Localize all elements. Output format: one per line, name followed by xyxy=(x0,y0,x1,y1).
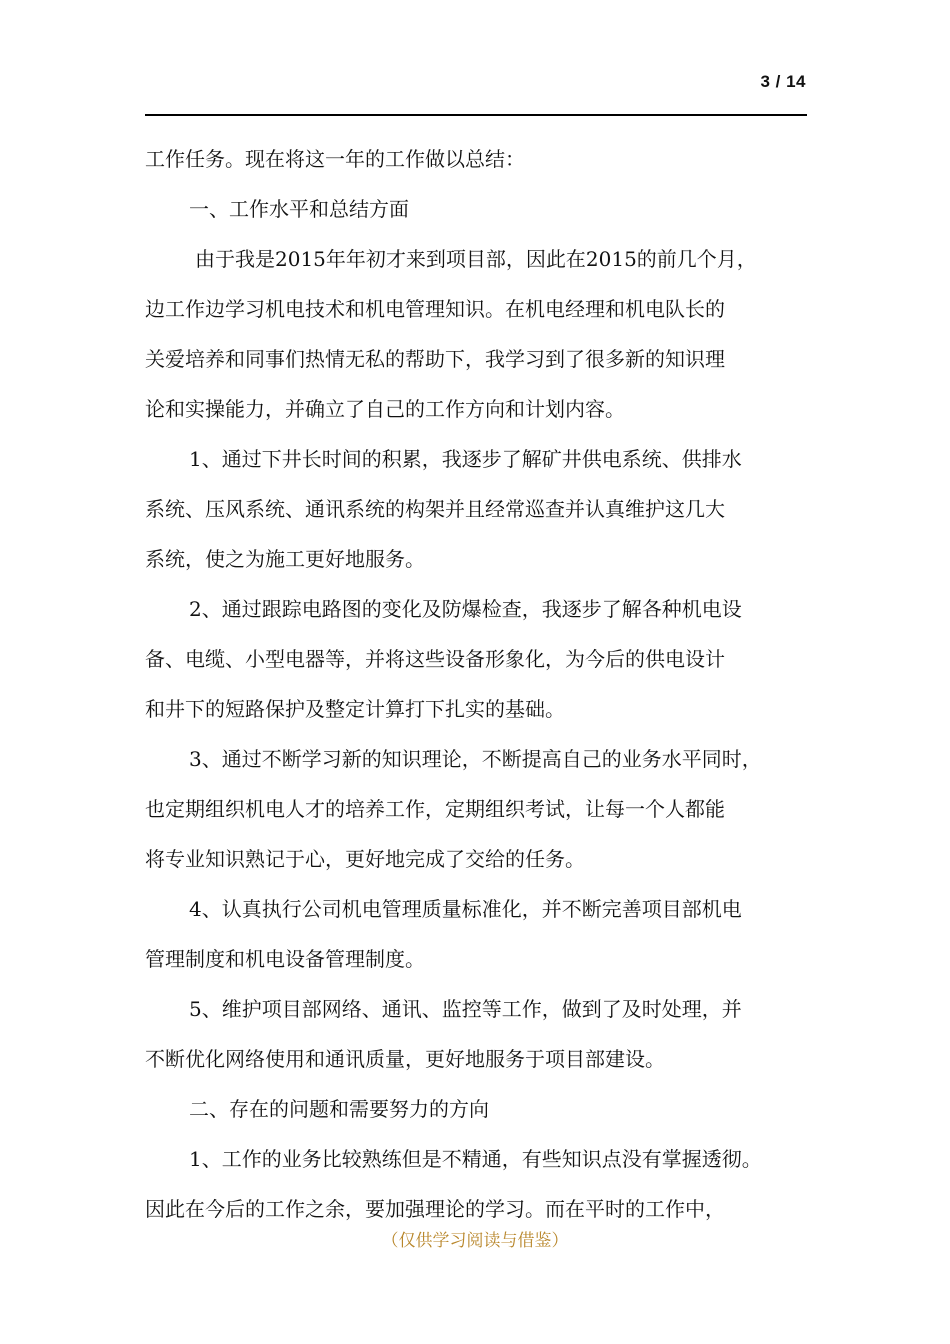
section-heading: 一、工作水平和总结方面 xyxy=(189,197,409,221)
page-current: 3 xyxy=(760,72,771,91)
page-separator: / xyxy=(770,72,787,91)
document-body xyxy=(145,134,809,1234)
body-line: 和井下的短路保护及整定计算打下扎实的基础。 xyxy=(145,697,565,721)
body-line: 不断优化网络使用和通讯质量，更好地服务于项目部建设。 xyxy=(145,1047,665,1071)
body-line: 备、电缆、小型电器等，并将这些设备形象化，为今后的供电设计 xyxy=(145,647,725,671)
footer-note: （仅供学习阅读与借鉴） xyxy=(381,1231,569,1251)
list-item-line: 1、通过下井长时间的积累，我逐步了解矿井供电系统、供排水 xyxy=(189,447,742,471)
body-line: 由于我是2015年年初才来到项目部，因此在2015的前几个月， xyxy=(195,247,757,271)
list-item-line: 1、工作的业务比较熟练但是不精通，有些知识点没有掌握透彻。 xyxy=(189,1147,762,1171)
body-line: 论和实操能力，并确立了自己的工作方向和计划内容。 xyxy=(145,397,625,421)
body-line: 也定期组织机电人才的培养工作，定期组织考试，让每一个人都能 xyxy=(145,797,725,821)
page-total: 14 xyxy=(786,72,806,91)
list-item-line: 5、维护项目部网络、通讯、监控等工作，做到了及时处理，并 xyxy=(189,997,742,1021)
section-heading: 二、存在的问题和需要努力的方向 xyxy=(189,1097,489,1121)
list-item-line: 2、通过跟踪电路图的变化及防爆检查，我逐步了解各种机电设 xyxy=(189,597,742,621)
body-line: 边工作边学习机电技术和机电管理知识。在机电经理和机电队长的 xyxy=(145,297,725,321)
body-line: 关爱培养和同事们热情无私的帮助下，我学习到了很多新的知识理 xyxy=(145,347,725,371)
list-item-line: 4、认真执行公司机电管理质量标准化，并不断完善项目部机电 xyxy=(189,897,742,921)
body-line: 因此在今后的工作之余，要加强理论的学习。而在平时的工作中， xyxy=(145,1197,725,1221)
header-divider xyxy=(145,114,807,116)
body-line: 系统，使之为施工更好地服务。 xyxy=(145,547,425,571)
list-item-line: 3、通过不断学习新的知识理论，不断提高自己的业务水平同时， xyxy=(189,747,762,771)
body-line: 工作任务。现在将这一年的工作做以总结： xyxy=(145,147,525,171)
body-line: 将专业知识熟记于心，更好地完成了交给的任务。 xyxy=(145,847,585,871)
page-number xyxy=(760,72,806,92)
body-line: 系统、压风系统、通讯系统的构架并且经常巡查并认真维护这几大 xyxy=(145,497,725,521)
body-line: 管理制度和机电设备管理制度。 xyxy=(145,947,425,971)
